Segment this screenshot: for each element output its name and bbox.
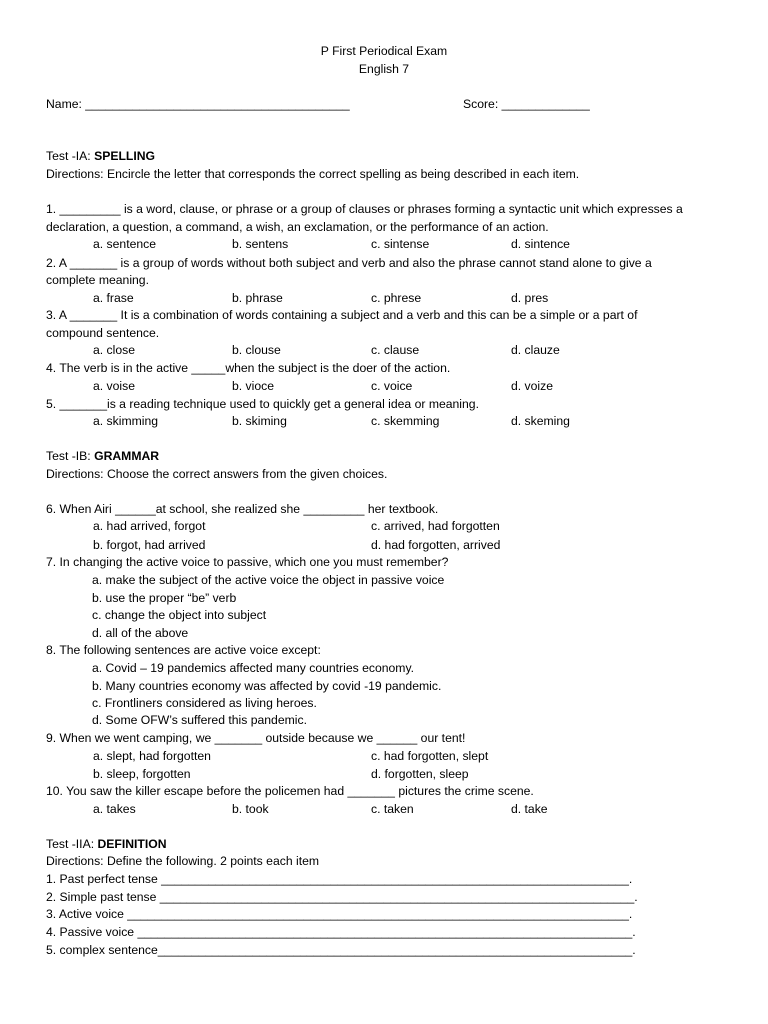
choice-10c: c. taken xyxy=(371,802,414,816)
test-2a-heading xyxy=(46,836,728,853)
choice-4b: b. vioce xyxy=(232,379,275,393)
question-8-line1: 8. The following sentences are active voice except: xyxy=(46,643,321,657)
heading-title: SPELLING xyxy=(94,149,156,163)
question-1-line1: 1. _________ is a word, clause, or phrase or a group of clauses or phrases forming a syntactic unit which expresses a xyxy=(46,202,683,216)
heading-prefix: Test -IB: xyxy=(46,449,95,463)
choice-9d: d. forgotten, sleep xyxy=(371,767,469,781)
choice-7c: c. change the object into subject xyxy=(92,608,267,622)
choice-1b: b. sentens xyxy=(232,237,289,251)
choice-2c: c. phrese xyxy=(371,291,422,305)
choice-1c: c. sintense xyxy=(371,237,430,251)
question-2-line2: complete meaning. xyxy=(46,273,149,287)
choice-7d: d. all of the above xyxy=(92,626,189,640)
choice-1a: a. sentence xyxy=(93,237,157,251)
definition-item-5: 5. complex sentence______________________________________________________________________. xyxy=(46,943,636,957)
definition-item-2: 2. Simple past tense ______________________________________________________________________. xyxy=(46,890,638,904)
test-2a-directions: Directions: Define the following. 2 points each item xyxy=(46,854,320,868)
choice-9c: c. had forgotten, slept xyxy=(371,749,489,763)
choice-1d: d. sintence xyxy=(511,237,570,251)
choice-9a: a. slept, had forgotten xyxy=(93,749,211,763)
choice-3c: c. clause xyxy=(371,343,420,357)
question-1-line2: declaration, a question, a command, a wish, an exclamation, or the performance of an action. xyxy=(46,220,549,234)
exam-subtitle: English 7 xyxy=(358,62,410,76)
definition-item-3: 3. Active voice __________________________________________________________________________. xyxy=(46,907,633,921)
test-1b-directions: Directions: Choose the correct answers from the given choices. xyxy=(46,467,388,481)
test-1b-heading xyxy=(46,448,728,465)
choice-4c: c. voice xyxy=(371,379,413,393)
choice-5d: d. skeming xyxy=(511,414,570,428)
choice-2a: a. frase xyxy=(93,291,134,305)
heading-title: GRAMMAR xyxy=(94,449,160,463)
choice-2d: d. pres xyxy=(511,291,549,305)
choice-2b: b. phrase xyxy=(232,291,283,305)
heading-title: DEFINITION xyxy=(97,837,167,851)
name-field-label: Name: _______________________________________ xyxy=(46,97,350,111)
choice-5b: b. skiming xyxy=(232,414,287,428)
choice-4a: a. voise xyxy=(93,379,136,393)
choice-7a: a. make the subject of the active voice the object in passive voice xyxy=(92,573,445,587)
choice-10a: a. takes xyxy=(93,802,136,816)
choice-8b: b. Many countries economy was affected by covid -19 pandemic. xyxy=(92,679,442,693)
choice-3a: a. close xyxy=(93,343,136,357)
choice-3b: b. clouse xyxy=(232,343,281,357)
choice-10d: d. take xyxy=(511,802,548,816)
choice-9b: b. sleep, forgotten xyxy=(93,767,191,781)
choice-5c: c. skemming xyxy=(371,414,440,428)
choice-10b: b. took xyxy=(232,802,269,816)
choice-8c: c. Frontliners considered as living heroes. xyxy=(92,696,317,710)
question-9-line1: 9. When we went camping, we _______ outside because we ______ our tent! xyxy=(46,731,466,745)
choice-6b: b. forgot, had arrived xyxy=(93,538,206,552)
definition-item-1: 1. Past perfect tense _____________________________________________________________________. xyxy=(46,872,633,886)
question-2-line1: 2. A _______ is a group of words without both subject and verb and also the phrase cannot stand alone to give a xyxy=(46,256,652,270)
question-5-line1: 5. _______is a reading technique used to quickly get a general idea or meaning. xyxy=(46,397,479,411)
choice-6d: d. had forgotten, arrived xyxy=(371,538,501,552)
choice-3d: d. clauze xyxy=(511,343,560,357)
choice-8d: d. Some OFW’s suffered this pandemic. xyxy=(92,713,307,727)
choice-4d: d. voize xyxy=(511,379,554,393)
choice-6a: a. had arrived, forgot xyxy=(93,519,206,533)
choice-8a: a. Covid – 19 pandemics affected many countries economy. xyxy=(92,661,415,675)
question-3-line2: compound sentence. xyxy=(46,326,160,340)
test-1a-heading xyxy=(46,148,728,165)
test-1a-directions: Directions: Encircle the letter that corresponds the correct spelling as being described in each item. xyxy=(46,167,580,181)
definition-item-4: 4. Passive voice _________________________________________________________________________. xyxy=(46,925,636,939)
exam-title: P First Periodical Exam xyxy=(320,44,448,58)
choice-5a: a. skimming xyxy=(93,414,159,428)
question-3-line1: 3. A _______ It is a combination of words containing a subject and a verb and this can be a simple or a part of xyxy=(46,308,638,322)
heading-prefix: Test -IIA: xyxy=(46,837,98,851)
question-7-line1: 7. In changing the active voice to passive, which one you must remember? xyxy=(46,555,449,569)
choice-6c: c. arrived, had forgotten xyxy=(371,519,500,533)
score-field-label: Score: _____________ xyxy=(463,97,590,111)
question-4-line1: 4. The verb is in the active _____when the subject is the doer of the action. xyxy=(46,361,451,375)
heading-prefix: Test -IA: xyxy=(46,149,95,163)
choice-7b: b. use the proper “be” verb xyxy=(92,591,237,605)
question-6-line1: 6. When Airi ______at school, she realized she _________ her textbook. xyxy=(46,502,439,516)
question-10-line1: 10. You saw the killer escape before the policemen had _______ pictures the crime scene. xyxy=(46,784,534,798)
